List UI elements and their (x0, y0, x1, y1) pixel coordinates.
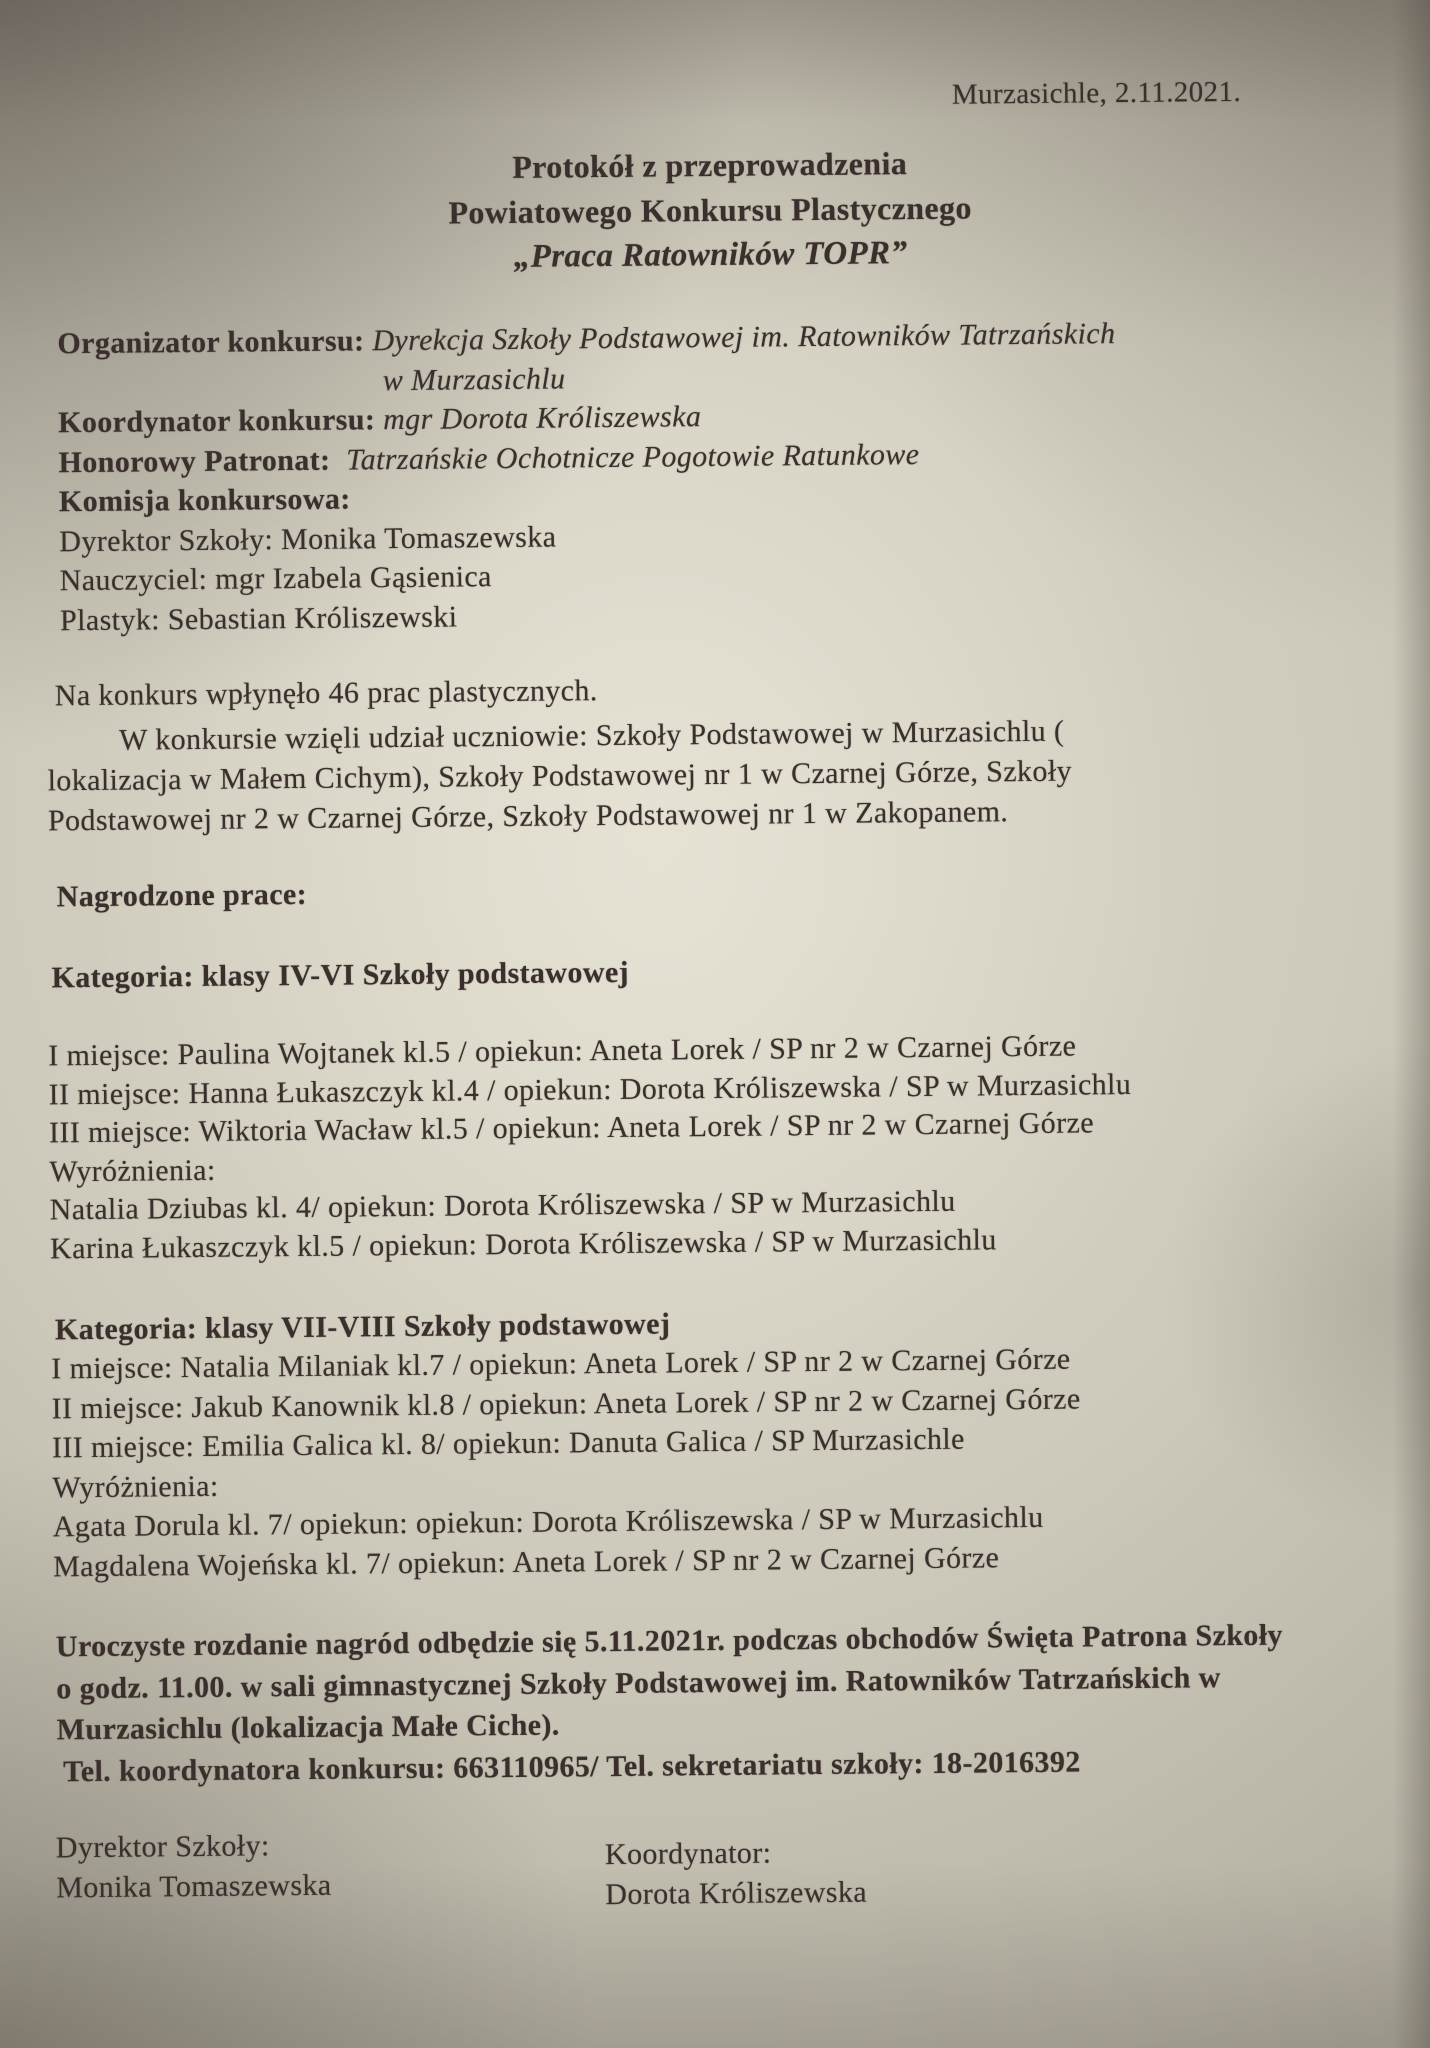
entries-note: Na konkurs wpłynęło 46 prac plastycznych. (54, 674, 598, 713)
award-entry: III miejsce: Wiktoria Wacław kl.5 / opiekun: Aneta Lorek / SP nr 2 w Czarnej Górze (48, 1106, 1095, 1150)
signature-right-label: Koordynator: (604, 1836, 772, 1872)
award-entry: II miejsce: Jakub Kanownik kl.8 / opiekun: Aneta Lorek / SP nr 2 w Czarnej Górze (51, 1382, 1081, 1425)
award-entry: Agata Dorula kl. 7/ opiekun: opiekun: Dorota Króliszewska / SP w Murzasichlu (52, 1500, 1044, 1544)
signature-director (56, 1823, 606, 1920)
award-entry: Magdalena Wojeńska kl. 7/ opiekun: Aneta Lorek / SP nr 2 w Czarnej Górze (52, 1540, 1000, 1583)
category-section-vii-viii (51, 1298, 1378, 1587)
patronage-value: Tatrzańskie Ochotnicze Pogotowie Ratunkowe (346, 437, 920, 477)
document-title (56, 137, 1365, 285)
distinctions-label: Wyróżnienia: (49, 1153, 216, 1188)
title-line-1: Protokół z przeprowadzenia (512, 145, 908, 185)
coordinator-label: Koordynator konkursu: (58, 403, 376, 440)
closing-paragraph: Uroczyste rozdanie nagród odbędzie się 5.11.2021r. podczas obchodów Święta Patrona Szkoły o godz. 11.00. w sali gimnastycznej Szkoły Podstawowej im. Ratowników Tatrzańskich w Murzasichlu (lokalizacja Małe Ciche). (55, 1618, 1284, 1747)
phone-line: Tel. koordynatora konkursu: 663110965/ Tel. sekretariatu szkoły: 18-2016392 (62, 1745, 1081, 1788)
date-line: Murzasichle, 2.11.2021. (951, 75, 1242, 111)
category-section-iv-vi (48, 946, 1374, 1269)
award-entry: I miejsce: Natalia Milaniak kl.7 / opiekun: Aneta Lorek / SP nr 2 w Czarnej Górze (51, 1342, 1071, 1386)
committee-member: Dyrektor Szkoły: Monika Tomaszewska (59, 520, 557, 558)
category-heading: Kategoria: klasy VII-VIII Szkoły podstawowej (54, 1307, 671, 1347)
signature-left-label: Dyrektor Szkoły: (55, 1829, 270, 1865)
committee-member: Plastyk: Sebastian Króliszewski (59, 599, 458, 637)
signature-right-name: Dorota Króliszewska (605, 1875, 868, 1912)
committee-member: Nauczyciel: mgr Izabela Gąsienica (59, 560, 492, 598)
signature-coordinator (605, 1821, 868, 1916)
organizer-value: Dyrekcja Szkoły Podstawowej im. Ratowników Tatrzańskich (372, 317, 1116, 358)
coordinator-value: mgr Dorota Króliszewska (382, 400, 702, 437)
award-entry: II miejsce: Hanna Łukaszczyk kl.4 / opiekun: Dorota Króliszewska / SP w Murzasichlu (48, 1067, 1132, 1111)
signature-left-name: Monika Tomaszewska (56, 1868, 332, 1905)
award-entry: I miejsce: Paulina Wojtanek kl.5 / opiekun: Aneta Lorek / SP nr 2 w Czarnej Górze (48, 1029, 1077, 1073)
award-entry: Natalia Dziubas kl. 4/ opiekun: Dorota Króliszewska / SP w Murzasichlu (49, 1184, 956, 1227)
signatures-block (55, 1816, 1381, 1921)
organizer-value-line2: w Murzasichlu (382, 361, 566, 397)
committee-label: Komisja konkursowa: (58, 482, 351, 519)
patronage-label: Honorowy Patronat: (58, 443, 331, 479)
participants-paragraph: W konkursie wzięli udział uczniowie: Szkoły Podstawowej w Murzasichlu ( lokalizacja w Małem Cichym), Szkoły Podstawowej nr 1 w Czarnej Górze, Szkoły Podstawowej nr 2 w Czarnej Górze, Szkoły Podstawowej nr 1 w Zakopanem. (47, 714, 1073, 838)
award-entry: III miejsce: Emilia Galica kl. 8/ opiekun: Danuta Galica / SP Murzasichle (51, 1422, 965, 1465)
award-entry: Karina Łukaszczyk kl.5 / opiekun: Dorota Króliszewska / SP w Murzasichlu (49, 1222, 997, 1265)
category-heading: Kategoria: klasy IV-VI Szkoły podstawowej (51, 955, 630, 995)
award-entries (48, 1025, 1374, 1269)
title-line-3: „Praca Ratowników TOPR” (513, 235, 908, 275)
awards-heading: Nagrodzone prace: (56, 877, 308, 914)
organizer-label: Organizator konkursu: (57, 324, 365, 361)
award-entries (51, 1337, 1377, 1587)
title-line-2: Powiatowego Konkursu Plastycznego (448, 189, 973, 231)
meta-block (57, 312, 1368, 641)
distinctions-label: Wyróżnienia: (52, 1469, 219, 1504)
